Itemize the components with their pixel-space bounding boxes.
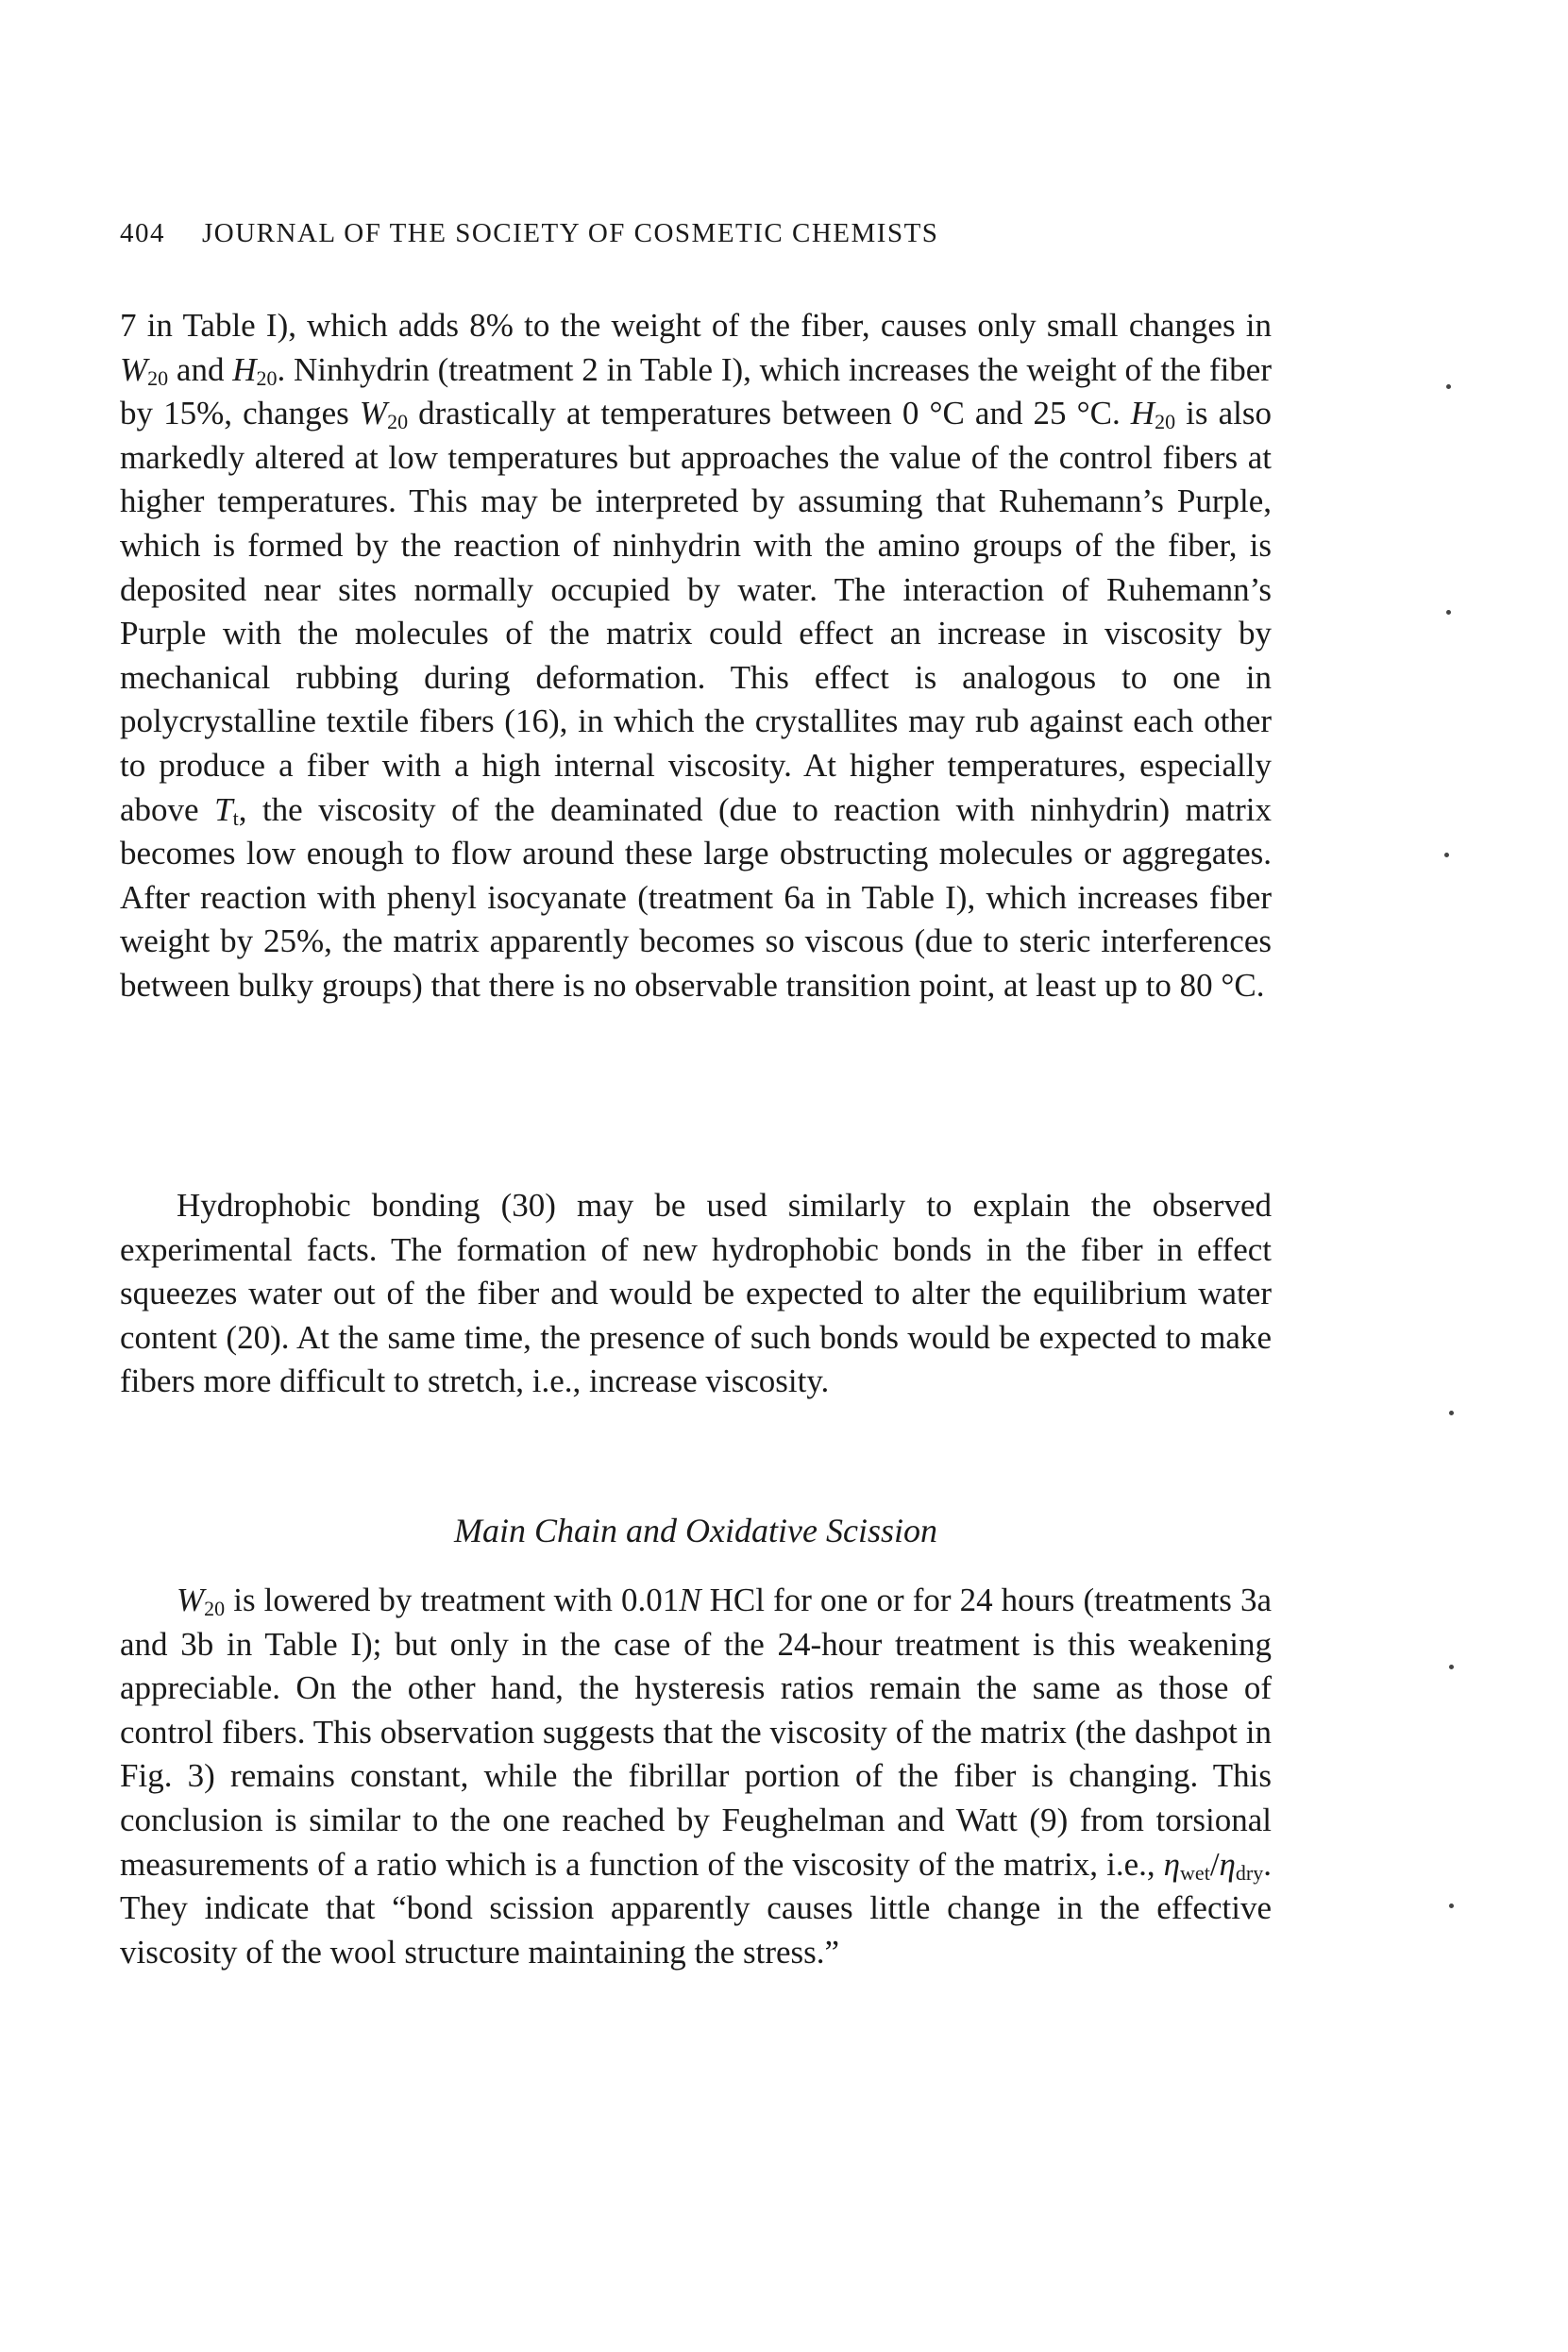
paragraph-scission-text: $W_{20}$ is lowered by treatment with 0.01N HCl for one or for 24 hours (treatments 3a and 3b in Table I); but only in the case of the 24-hour treatment is this weakening appreciable. On the other hand, the hysteresis ratios remain the same as those of control fibers. This observation suggests that the viscosity of the matrix (the dashpot in Fig. 3) remains constant, while the fibrillar portion of the fiber is changing. This conclusion is similar to the one reached by Feughelman and Watt (9) from torsional measurements of a ratio which is a function of the viscosity of the matrix, i.e., $\eta_{wet}/\eta_{dry}$. They indicate that “bond scission apparently causes little change in the effective viscosity of the wool structure maintaining the stress.” <box>120 1582 1273 1971</box>
section-heading: Main Chain and Oxidative Scission <box>454 1512 937 1549</box>
margin-speck <box>1449 1665 1454 1669</box>
margin-speck <box>1449 1904 1454 1908</box>
margin-speck <box>1446 610 1451 615</box>
paragraph-ninhydrin: 7 in Table I), which adds 8% to the weight of the fiber, causes only small changes in $W_{20}$ and $H_{20}$. Ninhydrin (treatment 2 in Table I), which increases the weight of the fiber by 15%, changes $W_{20}$ drastically at temperatures between 0 °C and 25 °C. $H_{20}$ is also markedly altered at low temperatures but approaches the value of the control fibers at higher temperatures. This may be interpreted by assuming that Ruhemann’s Purple, which is formed by the reaction of ninhydrin with the amino groups of the fiber, is deposited near sites normally occupied by water. The interaction of Ruhemann’s Purple with the molecules of the matrix could effect an increase in viscosity by mechanical rubbing during deformation. This effect is analogous to one in polycrystalline textile fibers (16), in which the crystallites may rub against each other to produce a fiber with a high internal viscosity. At higher temperatures, especially above $T_t$, the viscosity of the deaminated (due to reaction with ninhydrin) matrix becomes low enough to flow around these large obstructing molecules or aggregates. After reaction with phenyl isocyanate (treatment 6a in Table I), which increases fiber weight by 25%, the matrix apparently becomes so viscous (due to steric interferences between bulky groups) that there is no observable transition point, at least up to 80 °C. <box>120 307 1272 1004</box>
margin-speck <box>1446 384 1451 389</box>
margin-speck <box>1444 853 1449 857</box>
running-head <box>120 218 1272 256</box>
page-number: 404 <box>120 218 165 248</box>
journal-title: JOURNAL OF THE SOCIETY OF COSMETIC CHEMISTS <box>202 218 939 248</box>
paragraph-hydrophobic-text: Hydrophobic bonding (30) may be used similarly to explain the observed experimental facts. The formation of new hydrophobic bonds in the fiber in effect squeezes water out of the fiber and would be expected to alter the equilibrium water content (20). At the same time, the presence of such bonds would be expected to make fibers more difficult to stretch, i.e., increase viscosity. <box>120 1187 1272 1400</box>
paragraph-continued <box>120 304 1272 1008</box>
paragraph-hydrophobic <box>120 1184 1272 1404</box>
paragraph-scission <box>120 1579 1272 1974</box>
margin-speck <box>1449 1411 1454 1415</box>
